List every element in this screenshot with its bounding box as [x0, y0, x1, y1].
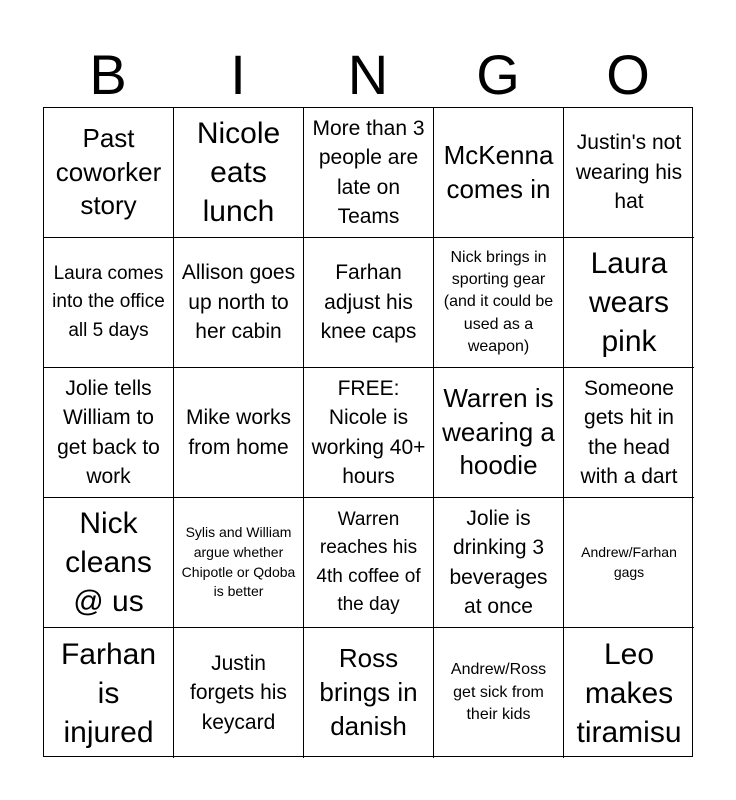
bingo-cell[interactable]: [304, 498, 434, 628]
cell-text: McKenna comes in: [443, 139, 554, 204]
cell-text: Allison goes up north to her cabin: [181, 261, 296, 344]
cell-text: Sylis and William argue whether Chipotle or Qdoba is better: [181, 524, 296, 600]
bingo-cell[interactable]: [174, 628, 304, 758]
cell-text: Mike works from home: [185, 406, 291, 459]
header-letter-o: O: [606, 43, 650, 106]
cell-text: Jolie is drinking 3 beverages at once: [449, 506, 548, 618]
bingo-cell[interactable]: [174, 368, 304, 498]
cell-text: Andrew/Ross get sick from their kids: [450, 661, 547, 724]
cell-text: Laura wears pink: [588, 247, 670, 358]
cell-text: More than 3 people are late on Teams: [312, 116, 425, 228]
cell-text: Someone gets hit in the head with a dart: [580, 376, 678, 488]
bingo-cell[interactable]: [434, 368, 564, 498]
bingo-cell[interactable]: [434, 108, 564, 238]
bingo-cell[interactable]: [564, 628, 694, 758]
cell-text: Justin's not wearing his hat: [575, 131, 683, 214]
bingo-cell[interactable]: [564, 498, 694, 628]
cell-text: Past coworker story: [55, 122, 162, 221]
bingo-cell[interactable]: [174, 498, 304, 628]
bingo-cell[interactable]: [564, 368, 694, 498]
header-letter-g: G: [476, 43, 520, 106]
cell-text: Warren is wearing a hoodie: [442, 382, 555, 481]
bingo-cell[interactable]: [44, 108, 174, 238]
header-letter-b: B: [89, 43, 127, 106]
cell-text: Jolie tells William to get back to work: [57, 376, 160, 488]
bingo-cell[interactable]: [44, 628, 174, 758]
cell-text: Nick brings in sporting gear (and it could be used as a weapon): [443, 248, 554, 356]
cell-text: FREE: Nicole is working 40+ hours: [311, 376, 426, 488]
bingo-cell[interactable]: [44, 368, 174, 498]
header-letter-n: N: [347, 43, 389, 106]
cell-text: Justin forgets his keycard: [190, 651, 287, 734]
bingo-cell[interactable]: [44, 238, 174, 368]
bingo-cell[interactable]: [174, 108, 304, 238]
bingo-header: [43, 44, 693, 106]
bingo-cell[interactable]: [304, 628, 434, 758]
cell-text: Andrew/Farhan gags: [581, 543, 677, 580]
bingo-cell[interactable]: [304, 238, 434, 368]
cell-text: Farhan is injured: [60, 637, 157, 749]
cell-text: Laura comes into the office all 5 days: [52, 262, 165, 341]
cell-text: Farhan adjust his knee caps: [320, 261, 417, 344]
cell-text: Warren reaches his 4th coffee of the day: [316, 508, 421, 615]
bingo-cell[interactable]: [564, 108, 694, 238]
header-letter-i: I: [230, 43, 246, 106]
bingo-cell free-space[interactable]: [304, 368, 434, 498]
bingo-cell[interactable]: [434, 238, 564, 368]
bingo-cell[interactable]: [564, 238, 694, 368]
cell-text: Nick cleans @ us: [65, 507, 152, 618]
cell-text: Nicole eats lunch: [196, 117, 281, 228]
bingo-cell[interactable]: [304, 108, 434, 238]
bingo-grid: [43, 107, 693, 757]
bingo-cell[interactable]: [434, 628, 564, 758]
cell-text: Leo makes tiramisu: [576, 637, 682, 749]
bingo-cell[interactable]: [174, 238, 304, 368]
bingo-cell[interactable]: [44, 498, 174, 628]
cell-text: Ross brings in danish: [319, 643, 418, 741]
bingo-cell[interactable]: [434, 498, 564, 628]
